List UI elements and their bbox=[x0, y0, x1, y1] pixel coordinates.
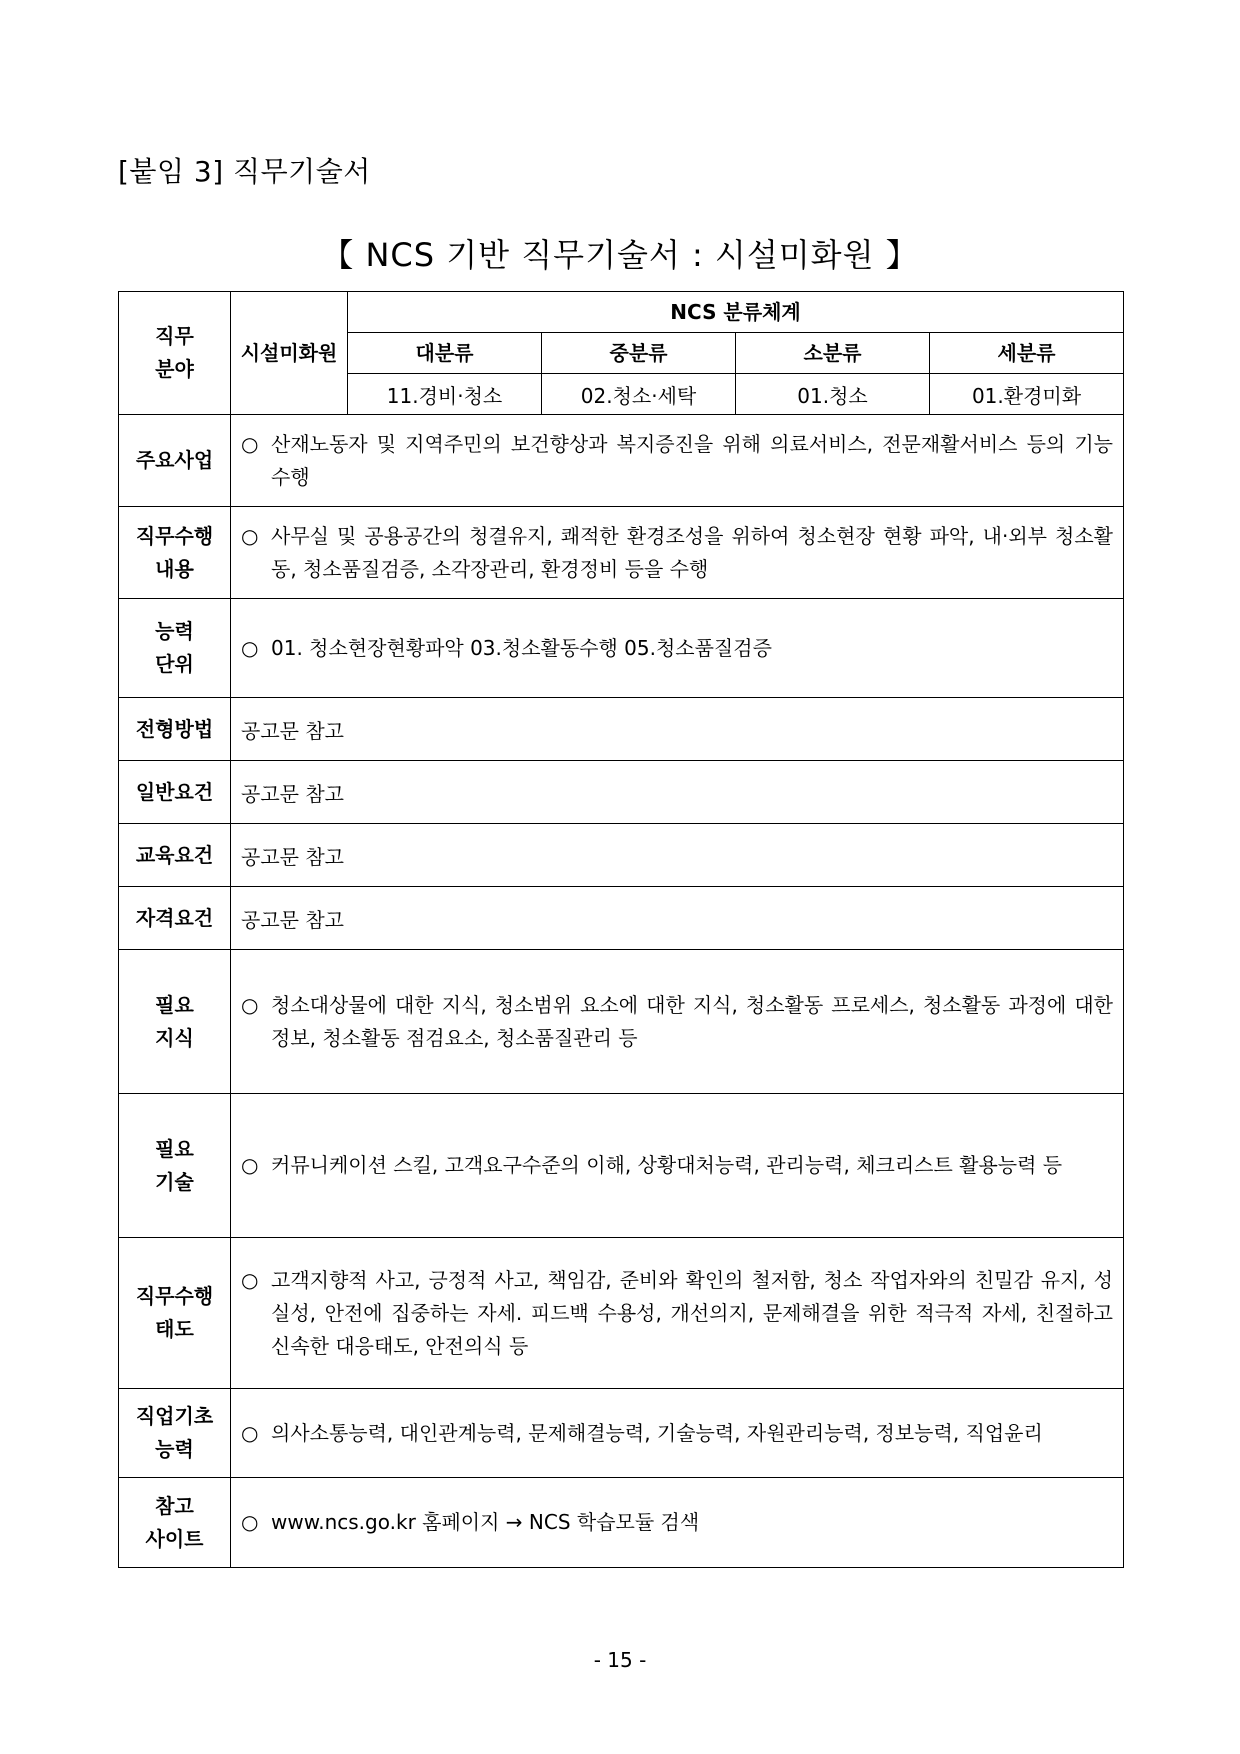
row-label-selection: 전형방법 bbox=[119, 698, 231, 761]
circle-bullet-icon: ○ bbox=[241, 1153, 259, 1177]
job-field-value: 시설미화원 bbox=[231, 292, 348, 415]
attachment-label: [붙임 3] 직무기술서 bbox=[118, 155, 371, 188]
row-content-selection: 공고문 참고 bbox=[231, 698, 1124, 761]
circle-bullet-icon: ○ bbox=[241, 523, 259, 548]
row-content-qualification-req: 공고문 참고 bbox=[231, 887, 1124, 950]
column-header-detail: 세분류 bbox=[930, 333, 1124, 374]
circle-bullet-icon: ○ bbox=[241, 992, 259, 1017]
column-header-middle: 중분류 bbox=[542, 333, 736, 374]
row-content-knowledge: ○ 청소대상물에 대한 지식, 청소범위 요소에 대한 지식, 청소활동 프로세스, 청소활동 과정에 대한 정보, 청소활동 점검요소, 청소품질관리 등 bbox=[231, 950, 1124, 1094]
circle-bullet-icon: ○ bbox=[241, 1510, 259, 1534]
row-content-duty-content: ○ 사무실 및 공용공간의 청결유지, 쾌적한 환경조성을 위하여 청소현장 현황 파악, 내·외부 청소활동, 청소품질검증, 소각장관리, 환경정비 등을 수행 bbox=[231, 507, 1124, 599]
value-detail: 01.환경미화 bbox=[930, 374, 1124, 415]
ncs-classification-header: NCS 분류체계 bbox=[348, 292, 1124, 333]
row-label-knowledge: 필요 지식 bbox=[119, 950, 231, 1094]
row-label-competency-unit: 능력 단위 bbox=[119, 599, 231, 698]
row-content-attitude: ○ 고객지향적 사고, 긍정적 사고, 책임감, 준비와 확인의 철저함, 청소 작업자와의 친밀감 유지, 성실성, 안전에 집중하는 자세. 피드백 수용성, 개선의지, 문제해결을 위한 적극적 자세, 친절하고 신속한 대응태도, 안전의식 등 bbox=[231, 1238, 1124, 1389]
row-label-reference: 참고 사이트 bbox=[119, 1478, 231, 1568]
document-title: 【 NCS 기반 직무기술서 : 시설미화원 】 bbox=[321, 236, 919, 274]
circle-bullet-icon: ○ bbox=[241, 635, 259, 660]
value-major: 11.경비·청소 bbox=[348, 374, 542, 415]
row-label-qualification-req: 자격요건 bbox=[119, 887, 231, 950]
row-content-main-business: ○ 산재노동자 및 지역주민의 보건향상과 복지증진을 위해 의료서비스, 전문재활서비스 등의 기능 수행 bbox=[231, 415, 1124, 507]
job-field-label: 직무 분야 bbox=[119, 292, 231, 415]
row-content-general-req: 공고문 참고 bbox=[231, 761, 1124, 824]
column-header-minor: 소분류 bbox=[736, 333, 930, 374]
row-content-basic-ability: ○ 의사소통능력, 대인관계능력, 문제해결능력, 기술능력, 자원관리능력, 정보능력, 직업윤리 bbox=[231, 1389, 1124, 1478]
row-label-skills: 필요 기술 bbox=[119, 1094, 231, 1238]
job-description-table bbox=[118, 291, 1124, 1568]
row-label-education-req: 교육요건 bbox=[119, 824, 231, 887]
row-content-reference: ○ www.ncs.go.kr 홈페이지 → NCS 학습모듈 검색 bbox=[231, 1478, 1124, 1568]
row-label-duty-content: 직무수행 내용 bbox=[119, 507, 231, 599]
row-label-general-req: 일반요건 bbox=[119, 761, 231, 824]
row-label-main-business: 주요사업 bbox=[119, 415, 231, 507]
circle-bullet-icon: ○ bbox=[241, 1420, 259, 1445]
page-number: - 15 - bbox=[593, 1648, 647, 1672]
row-label-basic-ability: 직업기초 능력 bbox=[119, 1389, 231, 1478]
circle-bullet-icon: ○ bbox=[241, 1267, 259, 1292]
row-label-attitude: 직무수행 태도 bbox=[119, 1238, 231, 1389]
row-content-competency-unit: ○ 01. 청소현장현황파악 03.청소활동수행 05.청소품질검증 bbox=[231, 599, 1124, 698]
circle-bullet-icon: ○ bbox=[241, 431, 259, 456]
value-middle: 02.청소·세탁 bbox=[542, 374, 736, 415]
column-header-major: 대분류 bbox=[348, 333, 542, 374]
value-minor: 01.청소 bbox=[736, 374, 930, 415]
row-content-education-req: 공고문 참고 bbox=[231, 824, 1124, 887]
row-content-skills: ○ 커뮤니케이션 스킬, 고객요구수준의 이해, 상황대처능력, 관리능력, 체크리스트 활용능력 등 bbox=[231, 1094, 1124, 1238]
